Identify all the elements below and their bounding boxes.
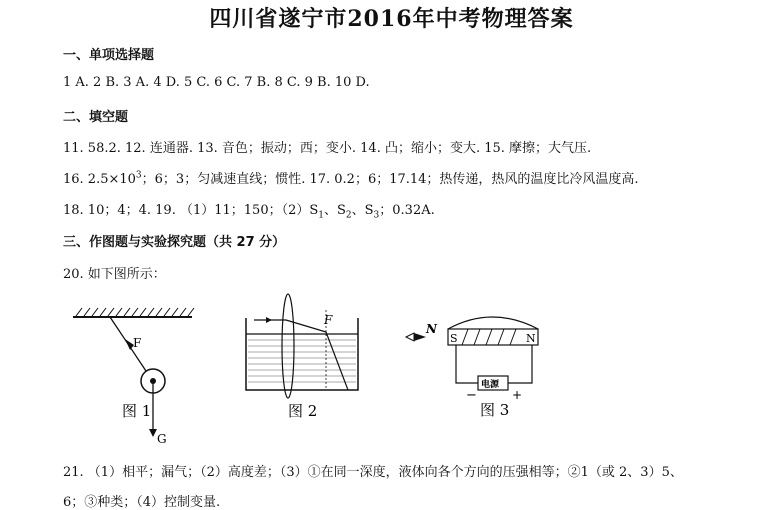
figure-1-label: 图 1 bbox=[122, 402, 152, 420]
section1-heading: 一、单项选择题 bbox=[63, 48, 155, 63]
water-lines bbox=[248, 340, 356, 382]
switch-sub-1: 1 bbox=[318, 210, 324, 221]
answer-line-16-17 bbox=[63, 168, 639, 187]
field-arc bbox=[448, 317, 538, 329]
answer-21-line2: 6；③种类；（4）控制变量. bbox=[63, 495, 221, 510]
answer-19-mid1: 、S bbox=[324, 203, 346, 218]
compass-n-label: N bbox=[426, 322, 437, 336]
water-ray bbox=[326, 332, 348, 390]
answer-19-mid2: 、S bbox=[351, 203, 374, 218]
solenoid-n-label: N bbox=[526, 332, 536, 345]
page-title: 四川省遂宁市2016年中考物理答案 bbox=[209, 6, 574, 32]
section1-answers: 1 A. 2 B. 3 A. 4 D. 5 C. 6 C. 7 B. 8 C. 9 B. 10 D. bbox=[63, 75, 370, 90]
focus-f-label: F bbox=[324, 313, 333, 327]
switch-sub-3: 3 bbox=[373, 210, 380, 221]
answer-21-line1: 21. （1）相平；漏气；（2）高度差；（3）①在同一深度，液体向各个方向的压强相等；②1（或 2、3）5、 bbox=[63, 465, 683, 480]
gravity-arrow bbox=[149, 429, 157, 437]
solenoid-core bbox=[448, 329, 538, 345]
negative-terminal-label: − bbox=[466, 388, 477, 403]
answer-16-exponent: 3 bbox=[135, 170, 142, 181]
ceiling-hatch bbox=[76, 308, 194, 316]
answer-line-18-19 bbox=[63, 199, 435, 221]
answer-line-11-15: 11. 58.2. 12. 连通器. 13. 音色；振动；西；变小. 14. 凸；缩小；变大. 15. 摩擦；大气压. bbox=[63, 141, 592, 156]
incident-ray-arrow bbox=[266, 317, 272, 323]
answer-19-end: ；0.32A. bbox=[379, 203, 435, 218]
force-f-label: F bbox=[133, 336, 142, 350]
container-outline bbox=[246, 318, 358, 390]
compass-needle-right bbox=[414, 333, 426, 341]
figure-2 bbox=[238, 290, 378, 420]
answer-16-prefix: 16. 2.5×10 bbox=[63, 172, 136, 187]
section3-heading: 三、作图题与实验探究题（共 27 分） bbox=[63, 235, 286, 250]
answer-18-prefix: 18. 10；4；4. 19. （1）11；150；（2）S bbox=[63, 203, 319, 218]
figure-1 bbox=[70, 305, 205, 455]
switch-sub-2: 2 bbox=[345, 210, 352, 221]
refracted-ray bbox=[286, 320, 326, 332]
figure-3 bbox=[400, 305, 560, 425]
wire-left bbox=[456, 345, 478, 383]
wire-right bbox=[508, 345, 532, 383]
answer-16-rest: ；6；3；匀减速直线；惯性. 17. 0.2；6；17.14；热传递，热风的温度比冷风温度高. bbox=[141, 172, 639, 187]
compass-needle-left bbox=[406, 333, 414, 341]
section2-heading: 二、填空题 bbox=[63, 110, 129, 125]
question-20-intro: 20. 如下图所示： bbox=[63, 267, 166, 282]
force-g-label: G bbox=[157, 432, 167, 446]
figure-2-label: 图 2 bbox=[288, 402, 318, 420]
figure-3-label: 图 3 bbox=[480, 401, 510, 419]
solenoid-s-label: S bbox=[450, 332, 458, 345]
power-source-label: 电源 bbox=[481, 380, 500, 390]
positive-terminal-label: + bbox=[512, 388, 523, 402]
